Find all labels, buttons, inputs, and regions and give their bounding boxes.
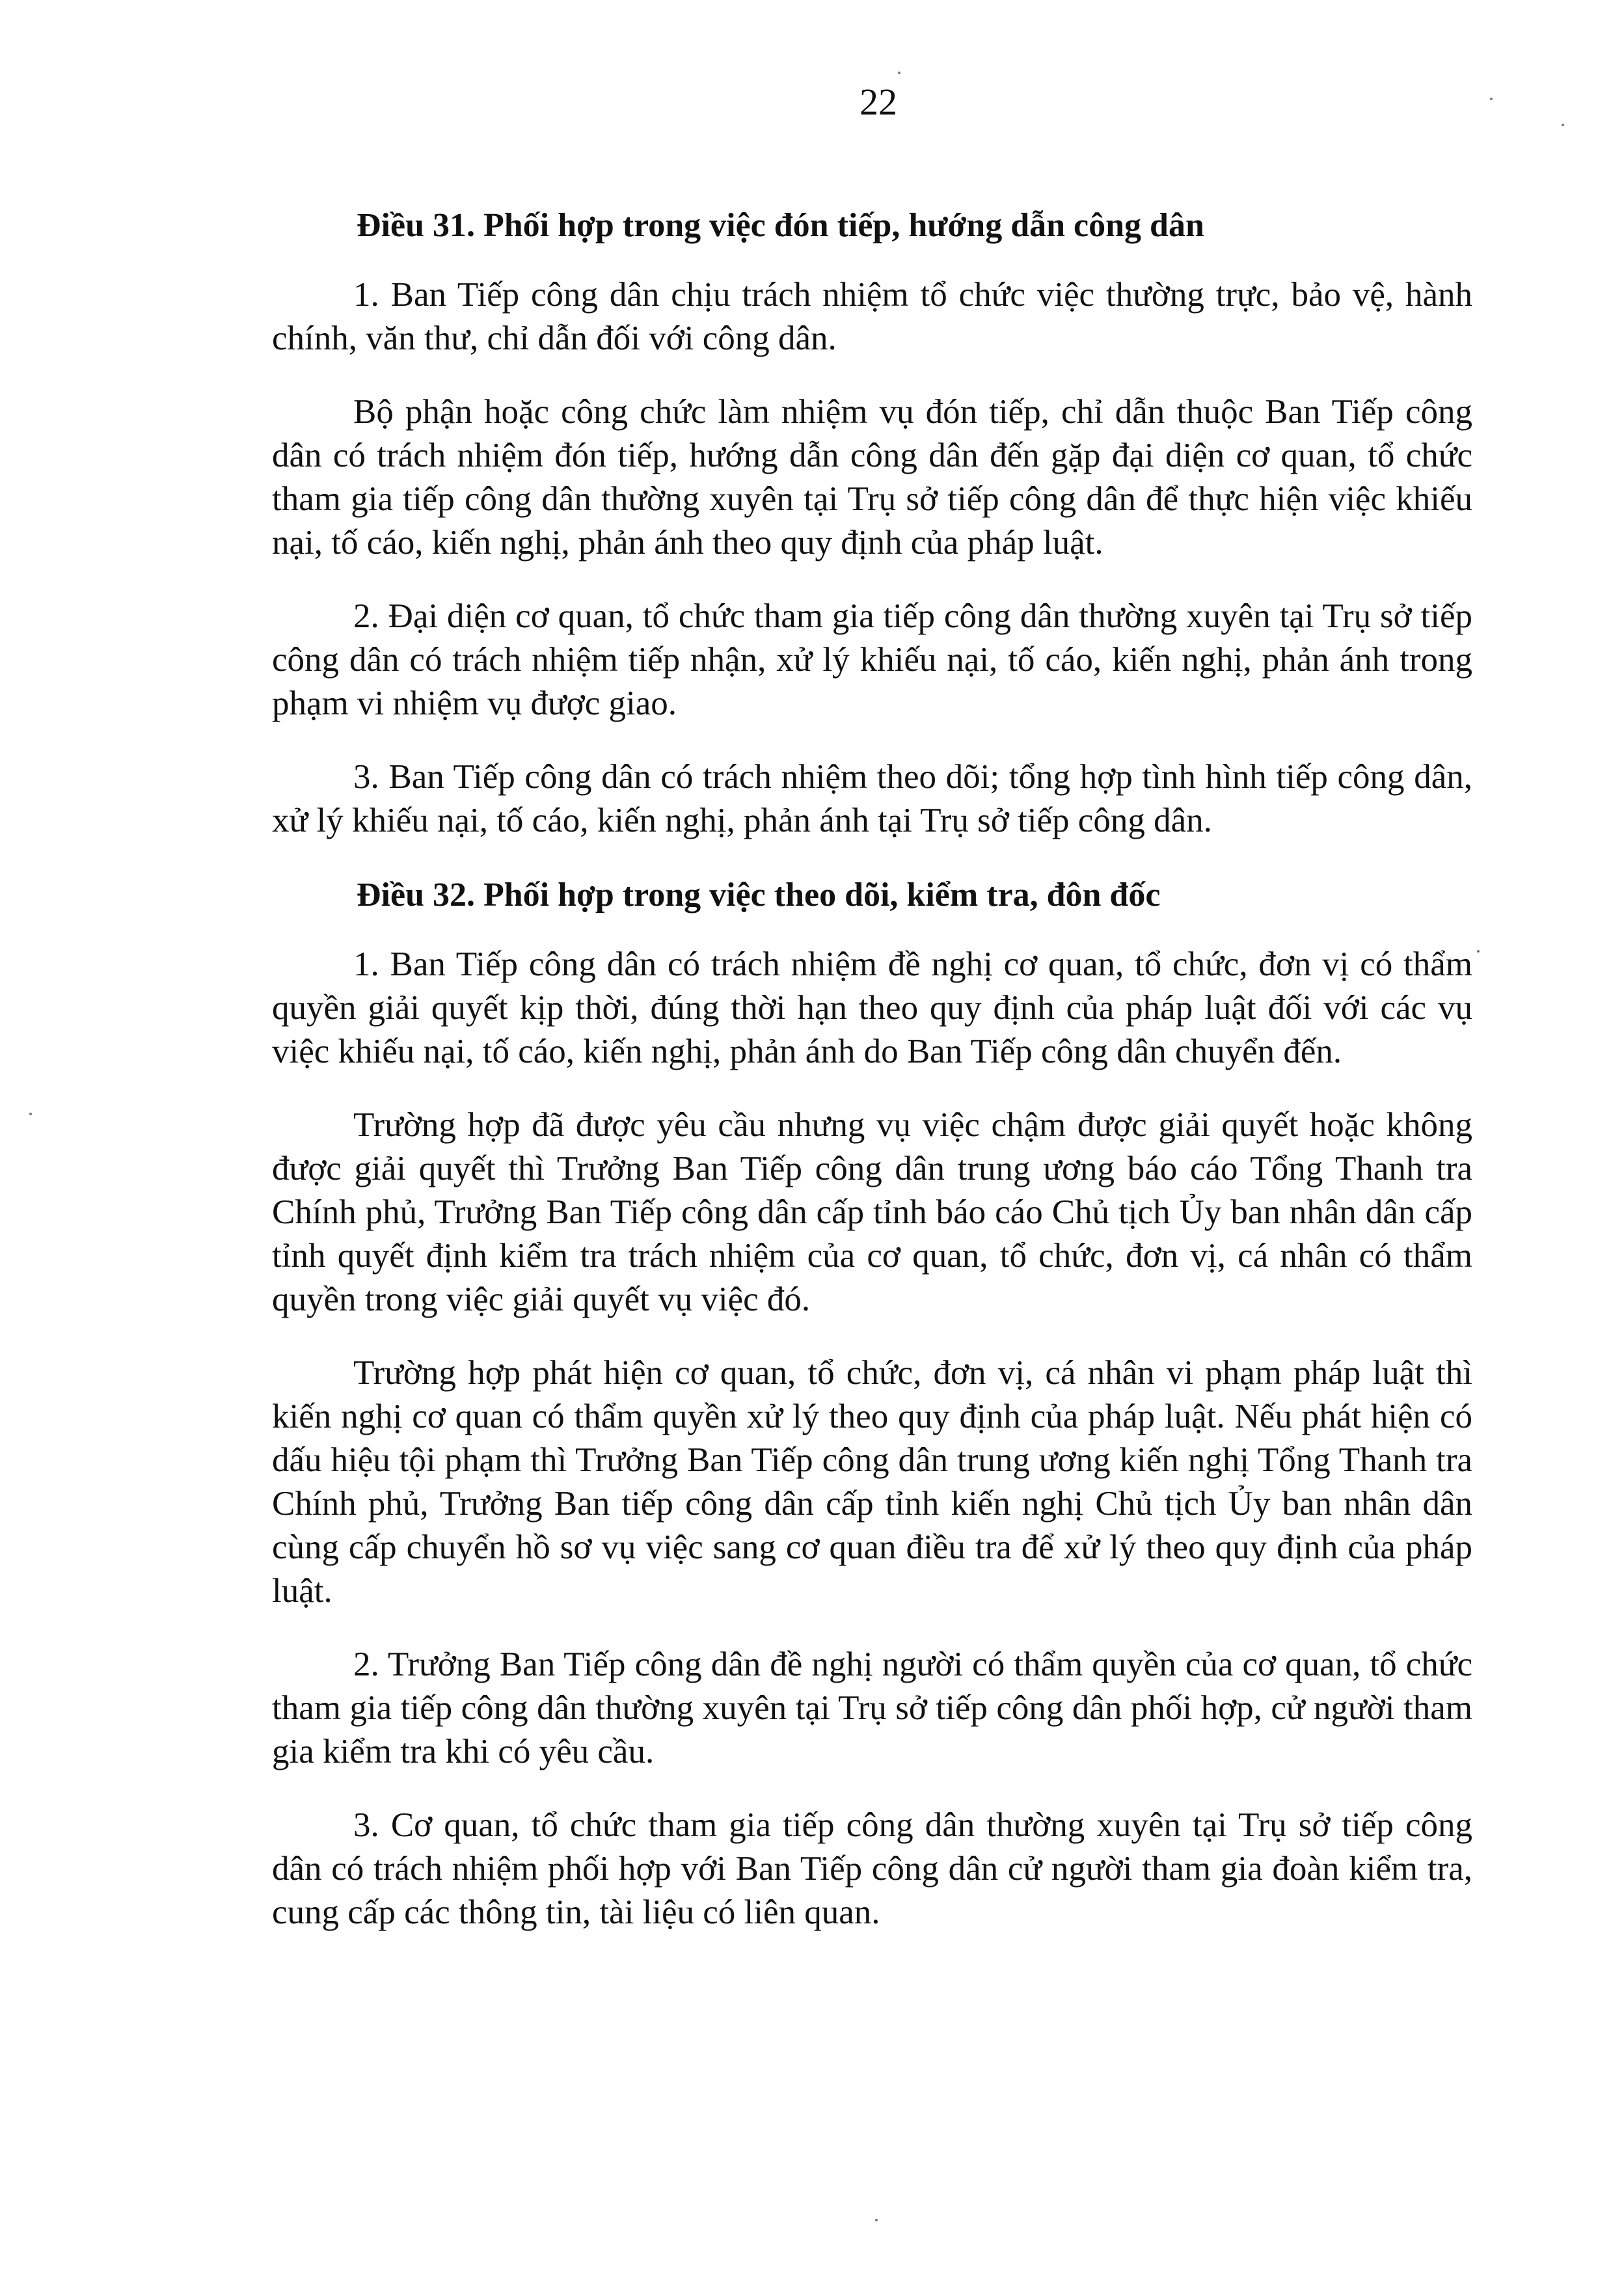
scan-speck: [29, 1113, 32, 1115]
article-31-heading: Điều 31. Phối hợp trong việc đón tiếp, hướng dẫn công dân: [357, 207, 1204, 244]
article-32-paragraph-5: 3. Cơ quan, tổ chức tham gia tiếp công dân thường xuyên tại Trụ sở tiếp công dân có trách nhiệm phối hợp với Ban Tiếp công dân cử người tham gia đoàn kiểm tra, cung cấp các thông tin, tài liệu có liên quan.: [272, 1806, 1472, 1931]
scan-speck: [898, 72, 900, 74]
article-32-paragraph-1: 1. Ban Tiếp công dân có trách nhiệm đề nghị cơ quan, tổ chức, đơn vị có thẩm quyền giải quyết kịp thời, đúng thời hạn theo quy định của pháp luật đối với các vụ việc khiếu nại, tố cáo, kiến nghị, phản ánh do Ban Tiếp công dân chuyển đến.: [272, 945, 1472, 1070]
scan-speck: [1477, 950, 1480, 953]
article-31-paragraph-4: 3. Ban Tiếp công dân có trách nhiệm theo dõi; tổng hợp tình hình tiếp công dân, xử lý khiếu nại, tố cáo, kiến nghị, phản ánh tại Trụ sở tiếp công dân.: [272, 758, 1472, 839]
article-32-paragraph-2: Trường hợp đã được yêu cầu nhưng vụ việc chậm được giải quyết hoặc không được giải quyết thì Trưởng Ban Tiếp công dân trung ương báo cáo Tổng Thanh tra Chính phủ, Trưởng Ban Tiếp công dân cấp tỉnh báo cáo Chủ tịch Ủy ban nhân dân cấp tỉnh quyết định kiểm tra trách nhiệm của cơ quan, tổ chức, đơn vị, cá nhân có thẩm quyền trong việc giải quyết vụ việc đó.: [272, 1106, 1472, 1318]
article-32-heading: Điều 32. Phối hợp trong việc theo dõi, kiểm tra, đôn đốc: [357, 876, 1161, 914]
scan-speck: [875, 2219, 878, 2221]
article-31-paragraph-3: 2. Đại diện cơ quan, tổ chức tham gia tiếp công dân thường xuyên tại Trụ sở tiếp công dân có trách nhiệm tiếp nhận, xử lý khiếu nại, tố cáo, kiến nghị, phản ánh trong phạm vi nhiệm vụ được giao.: [272, 597, 1472, 722]
scan-speck: [1490, 98, 1493, 100]
article-32-paragraph-3: Trường hợp phát hiện cơ quan, tổ chức, đơn vị, cá nhân vi phạm pháp luật thì kiến nghị cơ quan có thẩm quyền xử lý theo quy định của pháp luật. Nếu phát hiện có dấu hiệu tội phạm thì Trưởng Ban Tiếp công dân trung ương kiến nghị Tổng Thanh tra Chính phủ, Trưởng Ban tiếp công dân cấp tỉnh kiến nghị Chủ tịch Ủy ban nhân dân cùng cấp chuyển hồ sơ vụ việc sang cơ quan điều tra để xử lý theo quy định của pháp luật.: [272, 1354, 1472, 1610]
article-31-paragraph-2: Bộ phận hoặc công chức làm nhiệm vụ đón tiếp, chỉ dẫn thuộc Ban Tiếp công dân có trách nhiệm đón tiếp, hướng dẫn công dân đến gặp đại diện cơ quan, tổ chức tham gia tiếp công dân thường xuyên tại Trụ sở tiếp công dân để thực hiện việc khiếu nại, tố cáo, kiến nghị, phản ánh theo quy định của pháp luật.: [272, 393, 1472, 562]
article-31-paragraph-1: 1. Ban Tiếp công dân chịu trách nhiệm tổ chức việc thường trực, bảo vệ, hành chính, văn thư, chỉ dẫn đối với công dân.: [272, 276, 1472, 357]
article-32-paragraph-4: 2. Trưởng Ban Tiếp công dân đề nghị người có thẩm quyền của cơ quan, tổ chức tham gia tiếp công dân thường xuyên tại Trụ sở tiếp công dân phối hợp, cử người tham gia kiểm tra khi có yêu cầu.: [272, 1646, 1472, 1770]
article-31: [272, 203, 1472, 843]
article-32: [272, 873, 1472, 1934]
document-body: [272, 203, 1472, 1964]
scan-speck: [1562, 124, 1564, 126]
page-number: 22: [859, 81, 897, 123]
